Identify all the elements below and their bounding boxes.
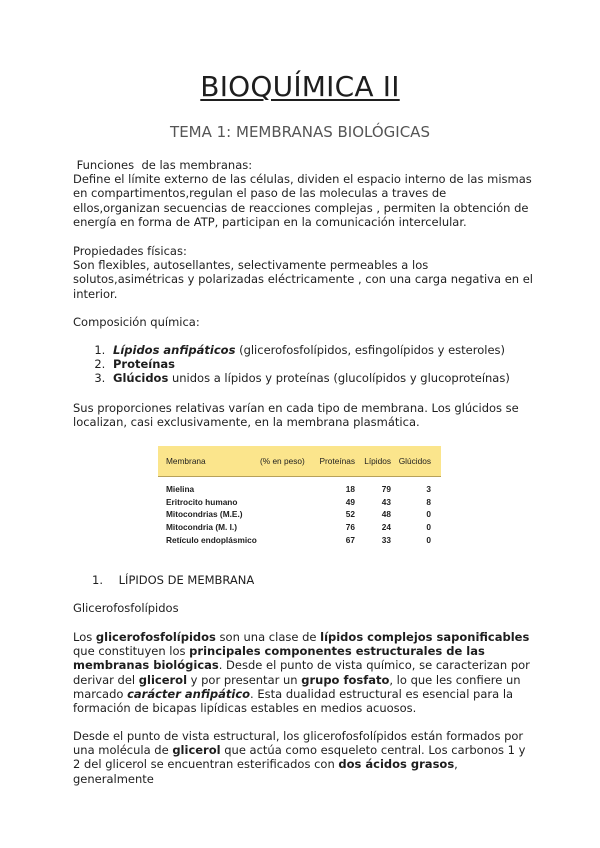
header-glucidos: Glúcidos — [398, 456, 431, 466]
funciones-text: Define el límite externo de las células, dividen el espacio interno de las mismas en compartimentos,regulan el paso de las moleculas a traves de ellos,organizan secuencias de reacciones complejas , permiten la obtención de energía en forma de ATP, participan en la comunicación intercelular. — [73, 172, 532, 229]
funciones-section — [73, 158, 533, 229]
cell-name: Retículo endoplásmico — [166, 534, 257, 545]
table-row — [158, 508, 441, 521]
cell-proteinas: 49 — [345, 496, 355, 507]
propiedades-heading: Propiedades físicas: — [73, 244, 187, 258]
document-title: BIOQUÍMICA II — [200, 70, 400, 103]
cell-lipidos: 48 — [381, 509, 391, 520]
membrane-composition-table — [158, 446, 441, 546]
document-subtitle: TEMA 1: MEMBRANAS BIOLÓGICAS — [170, 123, 430, 141]
cell-name: Mielina — [166, 484, 195, 495]
table-row — [158, 521, 441, 534]
cell-proteinas: 18 — [345, 484, 355, 495]
composicion-heading: Composición química: — [73, 315, 200, 329]
glicerofosfolipidos-heading: Glicerofosfolípidos — [73, 601, 179, 615]
cell-lipidos: 24 — [381, 522, 391, 533]
table-row — [158, 483, 441, 496]
cell-lipidos: 79 — [381, 484, 391, 495]
list-item-bold: Glúcidos — [113, 371, 169, 386]
list-item — [109, 343, 533, 357]
section-label: LÍPIDOS DE MEMBRANA — [118, 573, 255, 587]
cell-lipidos: 43 — [381, 496, 391, 507]
list-item — [109, 357, 533, 371]
list-item-rest: unidos a lípidos y proteínas (glucolípidos y glucoproteínas) — [168, 371, 510, 386]
header-lipidos: Lípidos — [364, 456, 391, 466]
cell-glucidos: 8 — [426, 496, 431, 507]
header-proteinas: Proteínas — [319, 456, 355, 466]
cell-name: Mitocondrias (M.E.) — [166, 509, 243, 520]
proporciones-text: Sus proporciones relativas varían en cada tipo de membrana. Los glúcidos se localizan, casi exclusivamente, en la membrana plasmática. — [73, 401, 519, 430]
cell-name: Mitocondria (M. I.) — [166, 522, 237, 533]
propiedades-text: Son flexibles, autosellantes, selectivamente permeables a los solutos,asimétricas y polarizadas eléctricamente , con una carga negativa en el interior. — [73, 258, 533, 301]
table-row — [158, 496, 441, 509]
section-1-heading — [92, 573, 254, 587]
propiedades-section — [73, 244, 533, 301]
paragraph-1: Los glicerofosfolípidos son una clase de lípidos complejos saponificables que constituyen los principales componentes estructurales de las membranas biológicas. Desde el punto de vista químico, se caracterizan por derivar del glicerol y por presentar un grupo fosfato, lo que les confiere un marcado carácter anfipático. Esta dualidad estructural es esencial para la formación de bicapas lipídicas estables en medios acuosos. — [73, 630, 530, 716]
table-body — [158, 477, 441, 546]
funciones-heading: Funciones de las membranas: — [73, 158, 253, 172]
paragraph-2: Desde el punto de vista estructural, los glicerofosfolípidos están formados por una molécula de glicerol que actúa como esqueleto central. Los carbonos 1 y 2 del glicerol se encuentran esterificados con dos ácidos grasos, generalmente — [73, 729, 526, 786]
section-number: 1. — [92, 573, 103, 587]
composicion-list-wrap — [73, 343, 533, 386]
list-item-bold: Lípidos anfipáticos — [113, 343, 236, 357]
cell-lipidos: 33 — [381, 534, 391, 545]
header-membrana: Membrana — [166, 456, 206, 466]
cell-name: Eritrocito humano — [166, 496, 238, 507]
cell-proteinas: 76 — [345, 522, 355, 533]
table-header — [158, 446, 441, 477]
list-item-rest: (glicerofosfolípidos, esfingolípidos y esteroles) — [235, 343, 506, 357]
cell-glucidos: 0 — [426, 509, 431, 520]
list-item-bold: Proteínas — [113, 357, 176, 372]
list-item — [109, 371, 533, 385]
cell-proteinas: 67 — [345, 534, 355, 545]
cell-proteinas: 52 — [345, 509, 355, 520]
header-unit: (% en peso) — [260, 456, 305, 466]
cell-glucidos: 3 — [426, 484, 431, 495]
table-row — [158, 533, 441, 546]
cell-glucidos: 0 — [426, 534, 431, 545]
composicion-list — [73, 343, 533, 386]
cell-glucidos: 0 — [426, 522, 431, 533]
